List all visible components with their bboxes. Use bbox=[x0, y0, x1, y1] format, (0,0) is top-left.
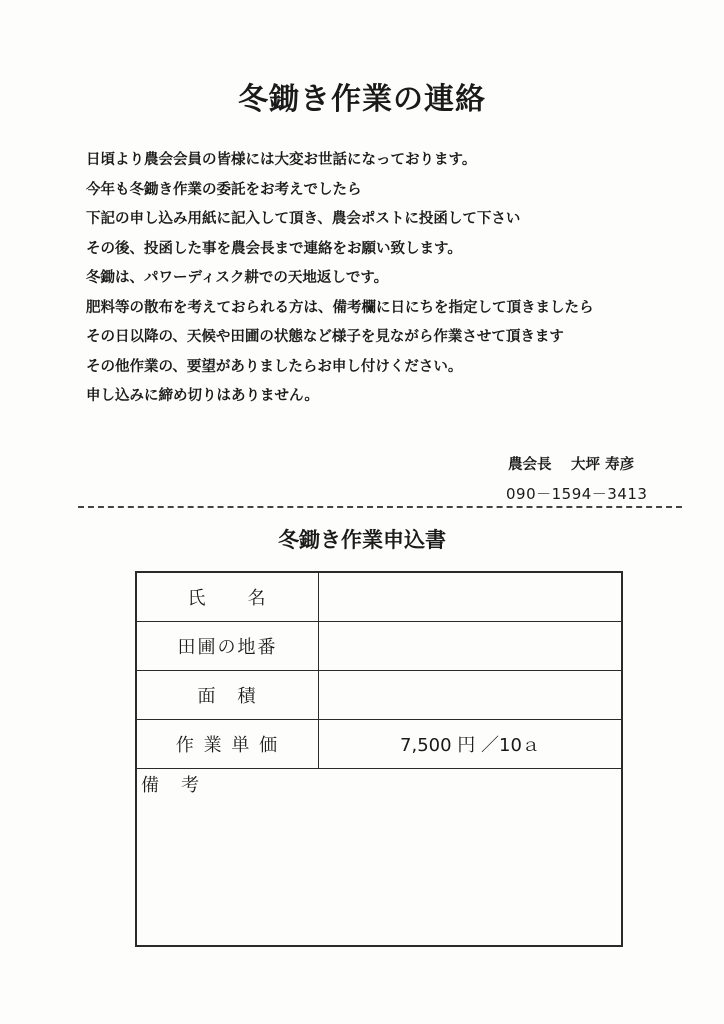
notice-paragraph: 冬鋤は、パワーディスク耕での天地返しです。 bbox=[86, 270, 389, 286]
notice-title: 冬鋤き作業の連絡 bbox=[238, 82, 486, 117]
unit-price-label: 作 業 単 価 bbox=[137, 720, 319, 768]
notice-paragraph: 今年も冬鋤き作業の委託をお考えでしたら bbox=[86, 181, 362, 198]
remarks-label: 備 考 bbox=[141, 775, 201, 796]
application-form-table bbox=[135, 571, 623, 947]
name-label: 氏 名 bbox=[137, 573, 319, 621]
chairman-phone: 090－1594－3413 bbox=[506, 485, 648, 503]
field-lot-input[interactable] bbox=[319, 622, 621, 670]
notice-paragraph: その他作業の、要望がありましたらお申し付けください。 bbox=[86, 358, 463, 375]
notice-paragraph: 申し込みに締め切りはありません。 bbox=[86, 388, 319, 404]
name-input[interactable] bbox=[319, 573, 621, 621]
notice-paragraph: 下記の申し込み用紙に記入して頂き、農会ポストに投函して下さい bbox=[86, 211, 521, 227]
form-row-name bbox=[137, 573, 621, 622]
form-row-area bbox=[137, 671, 621, 720]
unit-price-value: 7,500 円 ／10ａ bbox=[400, 735, 540, 756]
form-row-unit-price bbox=[137, 720, 621, 769]
remarks-area[interactable] bbox=[137, 769, 621, 945]
notice-paragraph: 日頃より農会会員の皆様には大変お世話になっております。 bbox=[86, 152, 477, 168]
notice-paragraph: 肥料等の散布を考えておられる方は、備考欄に日にちを指定して頂きましたら bbox=[86, 299, 594, 316]
notice-paragraph: その後、投函した事を農会長まで連絡をお願い致します。 bbox=[86, 240, 462, 257]
area-label: 面 積 bbox=[137, 671, 319, 719]
notice-paragraph: その日以降の、天候や田圃の状態など様子を見ながら作業させて頂きます bbox=[86, 329, 564, 345]
form-row-field-lot bbox=[137, 622, 621, 671]
notice-body bbox=[86, 146, 686, 412]
chairman-name: 農会長 大坪 寿彦 bbox=[508, 457, 635, 473]
area-input[interactable] bbox=[319, 671, 621, 719]
field-lot-label: 田圃の地番 bbox=[137, 622, 319, 670]
form-title: 冬鋤き作業申込書 bbox=[278, 528, 446, 552]
cut-line-divider bbox=[78, 506, 682, 508]
